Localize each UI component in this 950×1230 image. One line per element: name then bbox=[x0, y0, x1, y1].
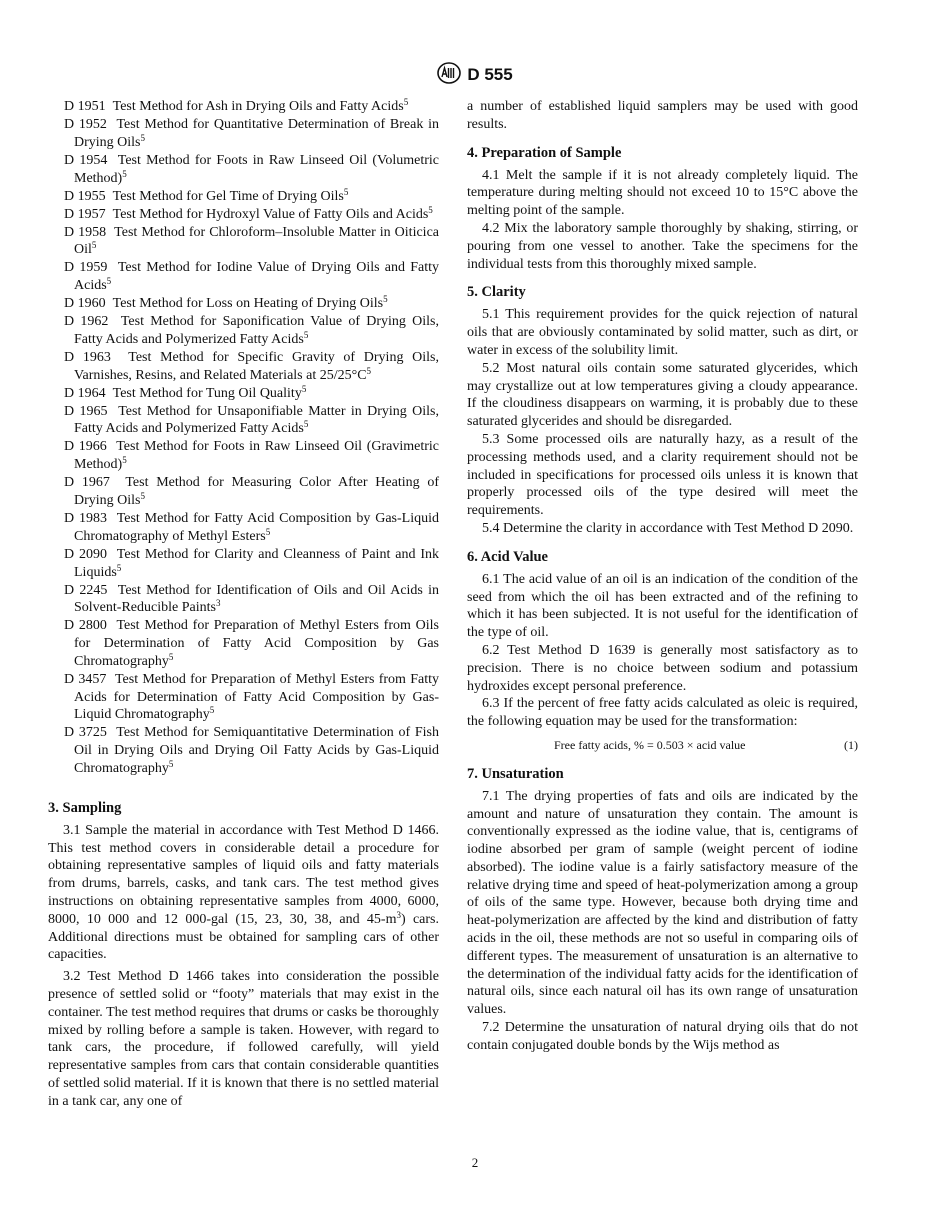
reference-title: Test Method for Chloroform–Insoluble Matter in Oiticica Oil bbox=[74, 224, 439, 258]
reference-item bbox=[64, 510, 439, 546]
reference-title: Test Method for Clarity and Cleanness of Paint and Ink Liquids bbox=[74, 546, 439, 580]
reference-title: Test Method for Tung Oil Quality bbox=[112, 385, 302, 401]
reference-title: Test Method for Ash in Drying Oils and Fatty Acids bbox=[112, 99, 404, 114]
document-designation: D 555 bbox=[467, 65, 513, 84]
astm-logo-icon bbox=[437, 62, 461, 89]
reference-code: D 1955 bbox=[64, 188, 106, 204]
page-header bbox=[0, 62, 950, 89]
reference-footnote-marker: 5 bbox=[303, 329, 309, 340]
reference-title: Test Method for Hydroxyl Value of Fatty Oils and Acids bbox=[112, 206, 429, 222]
paragraph-6-2: 6.2 Test Method D 1639 is generally most satisfactory as to precision. There is no choice between sodium and potassium hydroxides except personal preference. bbox=[467, 642, 858, 694]
reference-code: D 1958 bbox=[64, 224, 107, 240]
reference-item bbox=[64, 295, 439, 313]
reference-item bbox=[64, 546, 439, 582]
reference-footnote-marker: 5 bbox=[140, 490, 145, 501]
reference-code: D 1983 bbox=[64, 510, 107, 526]
reference-title: Test Method for Foots in Raw Linseed Oil (Volumetric Method) bbox=[74, 152, 439, 186]
reference-code: D 2800 bbox=[64, 618, 107, 634]
paragraph-5-1: 5.1 This requirement provides for the quick rejection of natural oils that are obviously contaminated by solid matter, such as dirt, or water in excess of the solubility limit. bbox=[467, 307, 858, 358]
reference-footnote-marker: 5 bbox=[106, 276, 112, 287]
reference-title: Test Method for Fatty Acid Composition by Gas-Liquid Chromatography of Methyl Esters bbox=[74, 510, 439, 544]
reference-footnote-marker: 5 bbox=[168, 759, 174, 770]
reference-footnote-marker: 5 bbox=[383, 294, 388, 305]
paragraph-6-3: 6.3 If the percent of free fatty acids calculated as oleic is required, the following equation may be used for the transformation: bbox=[467, 696, 858, 730]
reference-code: D 2245 bbox=[64, 582, 108, 598]
reference-code: D 1959 bbox=[64, 260, 108, 276]
paragraph-4-2: 4.2 Mix the laboratory sample thoroughly by shaking, stirring, or pouring from one vessel to another. Take the specimens for the individual tests from this thoroughly mixed sample. bbox=[467, 220, 858, 272]
reference-item bbox=[64, 98, 439, 116]
section-5-heading: 5. Clarity bbox=[467, 284, 526, 301]
reference-item bbox=[64, 349, 439, 385]
reference-footnote-marker: 5 bbox=[343, 186, 349, 197]
reference-title: Test Method for Unsaponifiable Matter in Drying Oils, Fatty Acids and Polymerized Fatty Acids bbox=[74, 403, 439, 437]
paragraph-3-2: 3.2 Test Method D 1466 takes into consideration the possible presence of settled solid or “footy” materials that may exist in the container. The test method requires that drums or casks be thoroughly mixed by rolling before a sample is taken. However, with regard to tank cars, the procedure, if followed carefully, will yield representative samples from cars that contain considerable quantities of settled solid material. If it is known that there is no settled material in a tank car, any one of bbox=[48, 969, 439, 1109]
reference-item bbox=[64, 224, 439, 260]
reference-title: Test Method for Iodine Value of Drying Oils and Fatty Acids bbox=[74, 260, 440, 294]
reference-footnote-marker: 5 bbox=[122, 168, 127, 179]
equation-formula: Free fatty acids, % = 0.503 × acid value bbox=[554, 737, 746, 752]
reference-code: D 1960 bbox=[64, 296, 106, 312]
reference-item bbox=[64, 385, 439, 403]
reference-footnote-marker: 5 bbox=[116, 562, 122, 573]
references-list bbox=[48, 98, 439, 778]
paragraph-3-2-continued: a number of established liquid samplers may be used with good results. bbox=[467, 99, 858, 132]
reference-footnote-marker: 5 bbox=[91, 240, 97, 251]
reference-title: Test Method for Saponification Value of Drying Oils, Fatty Acids and Polymerized Fatty Acids bbox=[74, 314, 440, 347]
reference-footnote-marker: 5 bbox=[140, 132, 145, 143]
reference-footnote-marker: 5 bbox=[122, 455, 127, 466]
reference-item bbox=[64, 438, 439, 474]
reference-code: D 1963 bbox=[64, 349, 111, 365]
reference-item bbox=[64, 474, 439, 510]
section-4-heading: 4. Preparation of Sample bbox=[467, 144, 622, 161]
reference-footnote-marker: 5 bbox=[303, 419, 309, 430]
reference-code: D 1952 bbox=[64, 116, 107, 132]
reference-item bbox=[64, 403, 439, 439]
paragraph-6-1: 6.1 The acid value of an oil is an indication of the condition of the seed from which the oil has been extracted and of the refining to which it has been subjected. It is not useful for the identification of the type of oil. bbox=[467, 571, 858, 641]
reference-code: D 2090 bbox=[64, 546, 108, 562]
reference-item bbox=[64, 206, 439, 224]
reference-code: D 1957 bbox=[64, 206, 106, 222]
reference-title: Test Method for Quantitative Determination of Break in Drying Oils bbox=[74, 116, 440, 150]
paragraph-5-2: 5.2 Most natural oils contain some saturated glycerides, which may crystallize out at low temperatures giving a cloudy appearance. If the cloudiness disappears on warming, it is probably due to these saturated glycerides and should be disregarded. bbox=[467, 360, 858, 430]
reference-code: D 1966 bbox=[64, 439, 107, 455]
section-3-heading: 3. Sampling bbox=[48, 799, 122, 816]
reference-footnote-marker: 5 bbox=[209, 705, 215, 716]
reference-footnote-marker: 5 bbox=[168, 651, 174, 662]
reference-item bbox=[64, 188, 439, 206]
reference-title: Test Method for Specific Gravity of Drying Oils, Varnishes, Resins, and Related Materials at 25/25°C bbox=[74, 349, 439, 383]
reference-footnote-marker: 5 bbox=[403, 97, 409, 107]
right-column bbox=[467, 98, 858, 1055]
reference-title: Test Method for Loss on Heating of Drying Oils bbox=[112, 296, 384, 312]
reference-code: D 1964 bbox=[64, 385, 106, 401]
paragraph-3-1: 3.1 Sample the material in accordance with Test Method D 1466. This test method covers in considerable detail a procedure for obtaining representative samples of liquid oils and fatty materials from drums, barrels, casks, and tank cars. The test method gives instructions on obtaining representative samples from 4000, 6000, 8000, 10 000 and 12 000-gal (15, 23, 30, 38, and $45-m^3$) cars. Additional directions must be obtained for sampling cars of other capacities. bbox=[48, 822, 439, 963]
reference-code: D 3725 bbox=[64, 725, 107, 741]
reference-item bbox=[64, 617, 439, 670]
reference-item bbox=[64, 313, 439, 349]
reference-title: Test Method for Semiquantitative Determination of Fish Oil in Drying Oils and Drying Oil Fatty Acids by Gas-Liquid Chromatography bbox=[74, 725, 439, 777]
reference-title: Test Method for Identification of Oils and Oil Acids in Solvent-Reducible Paints bbox=[74, 582, 439, 616]
reference-code: D 1967 bbox=[64, 475, 110, 491]
reference-title: Test Method for Preparation of Methyl Esters from Oils for Determination of Fatty Acid Composition by Gas Chromatography bbox=[74, 618, 439, 669]
reference-footnote-marker: 5 bbox=[265, 526, 271, 537]
reference-title: Test Method for Measuring Color After Heating of Drying Oils bbox=[74, 475, 440, 508]
section-7-heading: 7. Unsaturation bbox=[467, 765, 564, 782]
reference-item bbox=[64, 724, 439, 777]
paragraph-4-1: 4.1 Melt the sample if it is not already completely liquid. The temperature during melting should not exceed 10 to 15°C above the melting point of the sample. bbox=[467, 167, 858, 219]
reference-footnote-marker: 5 bbox=[366, 365, 372, 376]
reference-footnote-marker: 5 bbox=[301, 383, 307, 394]
reference-item bbox=[64, 671, 439, 724]
reference-item bbox=[64, 259, 439, 295]
reference-title: Test Method for Preparation of Methyl Esters from Fatty Acids for Determination of Fatty Acid Composition by Gas-Liquid Chromatography bbox=[74, 671, 440, 723]
reference-title: Test Method for Gel Time of Drying Oils bbox=[112, 188, 344, 204]
reference-code: D 3457 bbox=[64, 671, 107, 687]
section-6-heading: 6. Acid Value bbox=[467, 548, 548, 565]
reference-item bbox=[64, 152, 439, 188]
equation-number: (1) bbox=[844, 737, 858, 752]
paragraph-7-1: 7.1 The drying properties of fats and oils are indicated by the amount and nature of unsaturation they contain. The amount is conventionally expressed as the iodine value, that is, centigrams of iodine absorbed per gram of sample (weight percent of iodine absorbed). The iodine value is a fairly satisfactory measure of the relative drying time and speed of heat-polymerization among a group of oils of the same type. However, because both drying time and heat-polymerization are affected by the kind and distribution of fatty acids in the oil, these methods are not so useful in comparing oils of different types. The measurement of unsaturation is an alternative to the determination of the individual fatty acids for the identification of natural oils, since each natural oil has its own range of unsaturation values. bbox=[467, 788, 858, 1018]
paragraph-5-3: 5.3 Some processed oils are naturally hazy, as a result of the processing methods used, and a clarity requirement should not be included in specifications for processed oils unless it is known that properly processed oils of the type desired will meet the requirements. bbox=[467, 431, 858, 519]
left-column bbox=[48, 98, 439, 1111]
reference-code: D 1954 bbox=[64, 152, 108, 168]
reference-footnote-marker: 5 bbox=[428, 204, 433, 215]
reference-footnote-marker: 3 bbox=[215, 598, 221, 609]
paragraph-5-4: 5.4 Determine the clarity in accordance with Test Method D 2090. bbox=[482, 520, 854, 536]
reference-code: D 1962 bbox=[64, 314, 109, 330]
equation-1 bbox=[467, 737, 858, 755]
reference-item bbox=[64, 116, 439, 152]
reference-item bbox=[64, 582, 439, 618]
reference-code: D 1965 bbox=[64, 403, 108, 419]
reference-code: D 1951 bbox=[64, 99, 106, 114]
page-number: 2 bbox=[471, 1155, 479, 1170]
paragraph-7-2: 7.2 Determine the unsaturation of natural drying oils that do not contain conjugated double bonds by the Wijs method as bbox=[467, 1020, 858, 1053]
reference-title: Test Method for Foots in Raw Linseed Oil (Gravimetric Method) bbox=[74, 439, 439, 473]
